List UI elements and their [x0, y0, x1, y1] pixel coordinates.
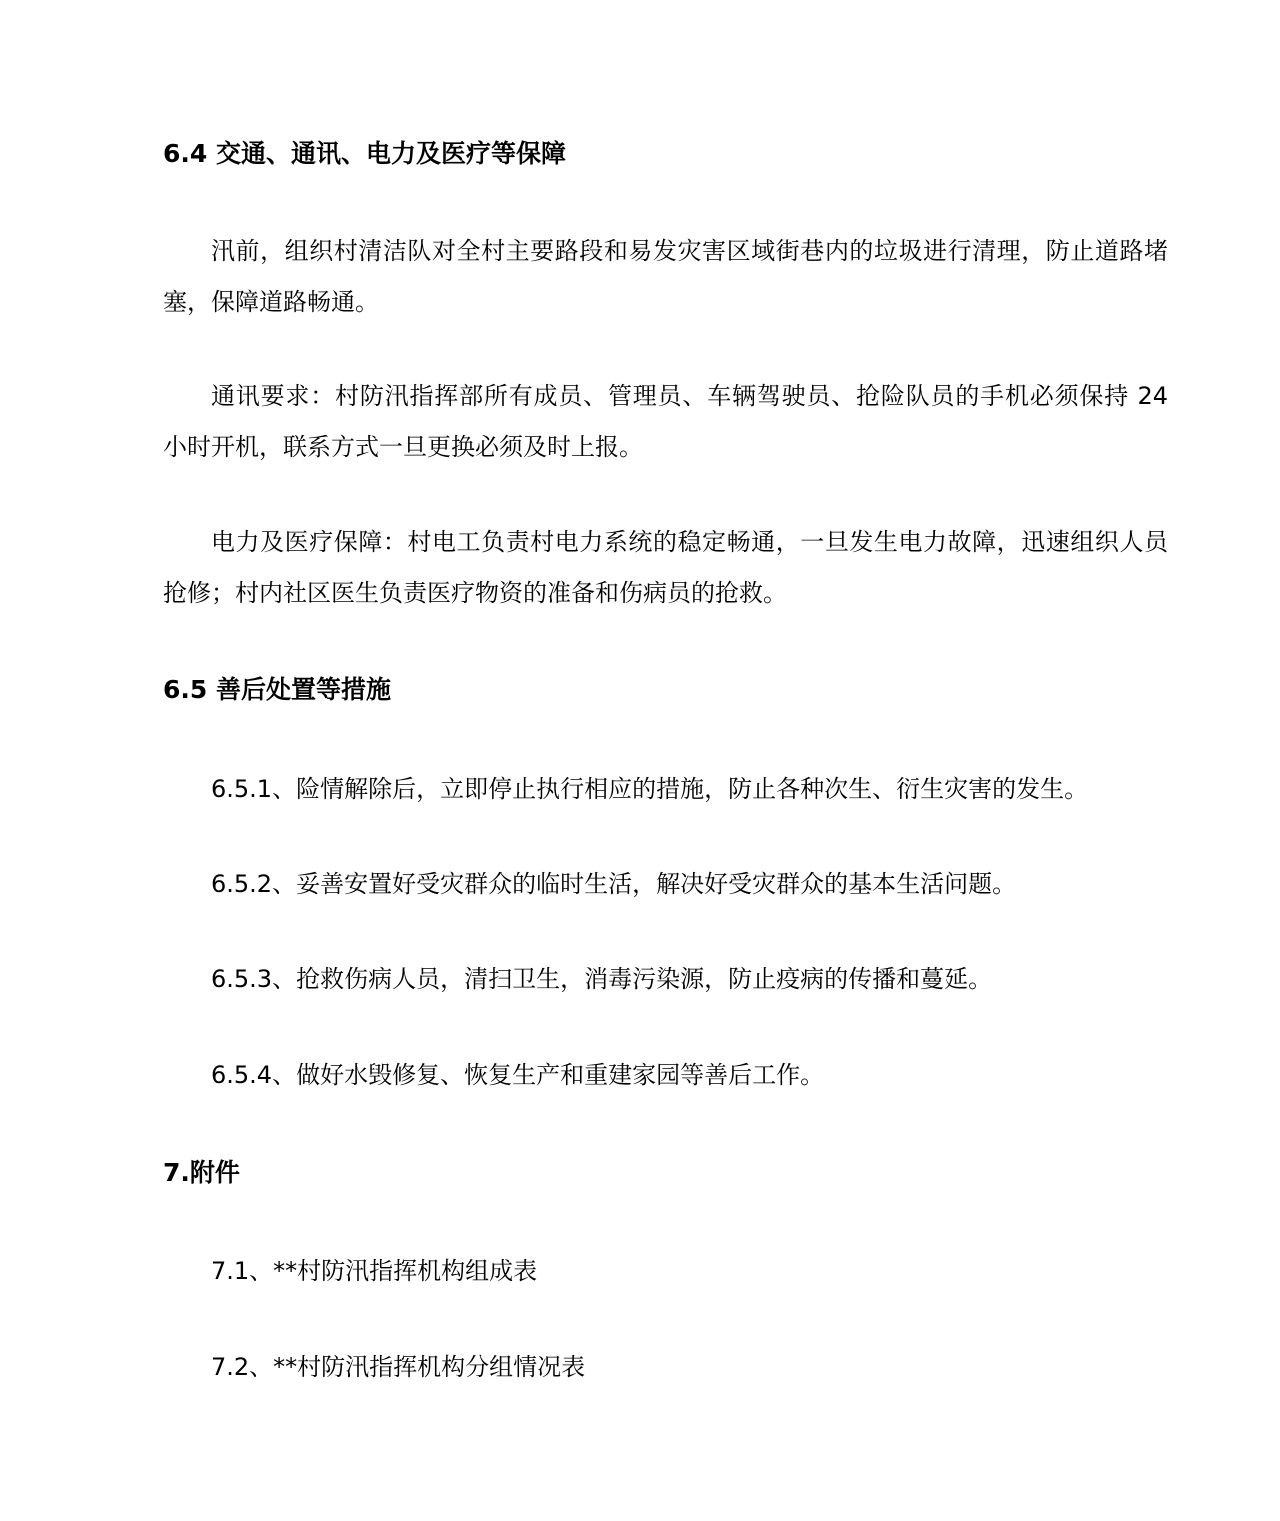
list-item-6-5-4: 6.5.4、做好水毁修复、恢复生产和重建家园等善后工作。: [211, 1061, 825, 1089]
list-item-7-2: 7.2、**村防汛指挥机构分组情况表: [211, 1353, 586, 1381]
paragraph-communication: 通讯要求：村防汛指挥部所有成员、管理员、车辆驾驶员、抢险队员的手机必须保持 24 小时开机，联系方式一旦更换必须及时上报。: [163, 382, 1168, 461]
section-heading-6-4: 6.4 交通、通讯、电力及医疗等保障: [163, 139, 566, 168]
list-item-7-1: 7.1、**村防汛指挥机构组成表: [211, 1257, 538, 1285]
section-heading-7: 7.附件: [163, 1158, 240, 1187]
paragraph-road-clearing: 汛前，组织村清洁队对全村主要路段和易发灾害区域街巷内的垃圾进行清理，防止道路堵塞，保障道路畅通。: [163, 237, 1168, 316]
paragraph-power-medical: 电力及医疗保障：村电工负责村电力系统的稳定畅通，一旦发生电力故障，迅速组织人员抢修；村内社区医生负责医疗物资的准备和伤病员的抢救。: [163, 528, 1168, 607]
list-item-6-5-2: 6.5.2、妥善安置好受灾群众的临时生活，解决好受灾群众的基本生活问题。: [211, 870, 1017, 898]
list-item-6-5-1: 6.5.1、险情解除后，立即停止执行相应的措施，防止各种次生、衍生灾害的发生。: [211, 775, 1089, 803]
section-heading-6-5: 6.5 善后处置等措施: [163, 675, 391, 704]
list-item-6-5-3: 6.5.3、抢救伤病人员，清扫卫生，消毒污染源，防止疫病的传播和蔓延。: [211, 965, 993, 993]
